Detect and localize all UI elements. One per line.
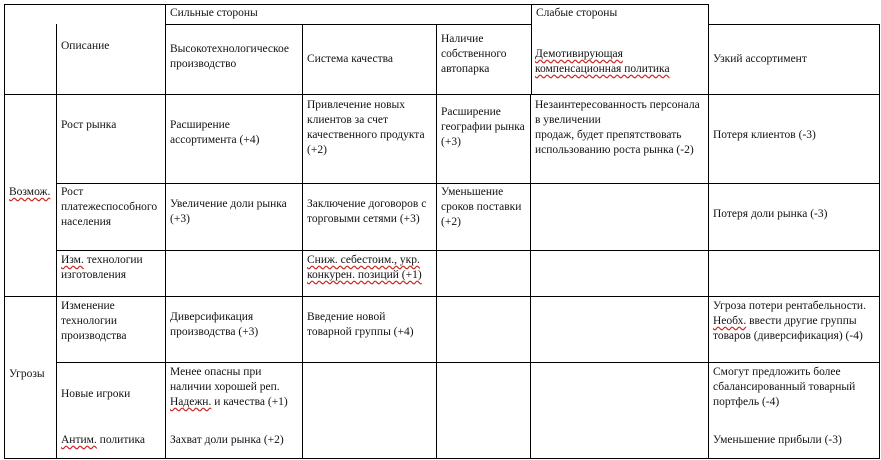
row-tech-change-description-rest: технологии изготовления [61,254,143,281]
row-antimonopoly-w2: Уменьшение прибыли (-3) [713,434,842,446]
row-production-tech-w2-rest: ввести другие группы товаров (диверсификация) (-4) [713,315,863,342]
group-label-opportunities-text: Возмож. [9,186,51,198]
row-antimonopoly-description [57,432,165,448]
row-production-tech-w2 [709,298,879,344]
row-market-growth-s2: Привлечение новых клиентов за счет качественного продукта (+2) [307,99,425,156]
spellcheck-word: Изм. [61,254,84,266]
row-market-growth-s3: Расширение географии рынка (+3) [441,106,525,148]
spellcheck-word: Антим. [61,434,97,446]
row-production-tech-s1: Диверсификация производства (+3) [170,311,259,338]
row-tech-change-s2 [303,252,436,283]
row-new-players-description: Новые игроки [61,388,131,400]
column-header-narrow-assortment: Узкий ассортимент [713,53,807,65]
column-header-description: Описание [61,40,110,52]
row-new-players-s1 [166,364,302,410]
row-market-growth-w2: Потеря клиентов (-3) [713,129,816,141]
column-header-own-fleet: Наличие собственного автопарка [441,33,507,75]
row-market-growth-s1: Расширение ассортимента (+4) [170,119,260,146]
spellcheck-word: конкурен. позиций (+1) [307,269,422,281]
weaknesses-header: Слабые стороны [536,7,618,19]
row-new-players-w2: Смогут предложить более сбалансированный товарный портфель (-4) [713,366,856,408]
row-production-tech-s2: Введение новой товарной группы (+4) [307,311,414,338]
row-purchasing-power-s3: Уменьшение сроков поставки (+2) [441,186,522,228]
row-antimonopoly-description-rest: политика [96,434,146,446]
column-header-high-tech-production: Высокотехнологическое производство [170,43,289,70]
row-antimonopoly-s1: Захват доли рынка (+2) [170,434,284,446]
row-tech-change-description [57,252,165,283]
row-market-growth-w1: Незаинтересованность персонала в увеличении продаж, будет препятствовать использованию роста рынка (-2) [535,99,700,156]
row-purchasing-power-s1: Увеличение доли рынка (+3) [170,198,287,225]
spellcheck-word: Сниж. себестоим., укр. [307,254,420,266]
spellcheck-word: Необх. [713,315,747,327]
group-label-threats: Угрозы [9,368,45,380]
column-header-demotivating-policy [531,46,708,77]
row-new-players-s1-rest: и качества (+1) [211,396,288,408]
row-purchasing-power-description: Рост платежеспособного населения [61,186,158,228]
row-production-tech-description: Изменение технологии производства [61,300,127,342]
row-production-tech-w2-line1: Угроза потери рентабельности. [713,300,866,312]
column-header-quality-system: Система качества [307,53,393,65]
strengths-header: Сильные стороны [170,7,258,19]
group-label-opportunities [5,184,56,200]
row-purchasing-power-s2: Заключение договоров с торговыми сетями (+3) [307,198,427,225]
row-purchasing-power-w2: Потеря доли рынка (-3) [713,208,828,220]
row-market-growth-description: Рост рынка [61,119,117,131]
spellcheck-word: Демотивирующая компенсационная политика [535,48,670,75]
row-new-players-s1-start: Менее опасны при наличии хорошей реп. [170,366,280,393]
spellcheck-word: Надежн. [170,396,212,408]
